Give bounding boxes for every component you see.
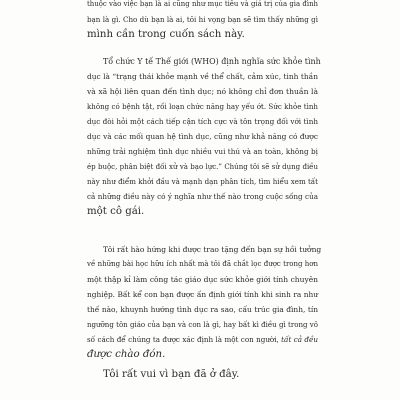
- text-line: một cô gái.: [87, 206, 145, 218]
- paragraph-continuation: [87, 0, 318, 42]
- text-line: mình cần trong cuốn sách này.: [87, 29, 245, 41]
- paragraph-who-definition: [87, 54, 321, 220]
- text-line: bạn là gì. Cho dù bạn là ai, tôi hi vọng bạn sẽ tìm thấy những gì: [87, 15, 318, 25]
- text-line: này như điểm khởi đầu và mạnh dạn phân tích, tìm hiểu xem tất: [87, 177, 318, 187]
- text-line: về những bài học hữu ích nhất mà tôi đã chắt lọc được trong hơn: [87, 260, 318, 269]
- text-line: những trải nghiệm tình dục nhiều vui thú và an toàn, không bị: [87, 147, 318, 157]
- text-line-with-emphasis: [87, 332, 318, 347]
- text-line: Tôi rất hào hứng khi được trao tặng đến bạn sự hồi tưởng: [103, 245, 322, 254]
- emphasis-text-line: được chào đón.: [87, 349, 166, 361]
- paragraph-author-experience: [87, 242, 322, 362]
- text-line: một thập kỉ làm công tác giáo dục sức khỏe giới tính chuyên: [87, 275, 318, 285]
- text-line: dục đòi hỏi một cách tiếp cận tích cực và tôn trọng đối với tình: [87, 117, 318, 127]
- paragraph-closing: [87, 367, 318, 382]
- text-line: ngưỡng tôn giáo của bạn và con là gì, hay bất kì điều gì trong vô: [87, 320, 318, 330]
- text-line: Tổ chức Y tế Thế giới (WHO) định nghĩa sức khỏe tình: [103, 57, 321, 66]
- text-line: thuộc vào việc bạn là ai cũng như mục tiêu và giá trị của gia đình: [87, 0, 318, 8]
- text-line: không có bệnh tật, rối loạn chức năng hay yếu ớt. Sức khỏe tình: [87, 102, 318, 112]
- text-line: ép buộc, phân biệt đối xử và bạo lực.” Chúng tôi sẽ sử dụng điều: [87, 162, 318, 172]
- text-line: Tôi rất vui vì bạn đã ở đây.: [103, 369, 240, 380]
- text-line: thế nào, khuynh hướng tình dục ra sao, cấu trúc gia đình, tín: [87, 305, 318, 315]
- text-line: cả những điều này có ý nghĩa như thế nào trong cuộc sống của: [87, 192, 318, 202]
- text-segment: số cách để chúng ta được xác định là một con người,: [87, 335, 279, 345]
- emphasis-text: tất cả đều: [278, 335, 318, 345]
- text-line: nghiệp. Bất kể con bạn được ấn định giới tính khi sinh ra như: [87, 290, 318, 300]
- text-line: và xã hội liên quan đến tình dục; nó không chỉ đơn thuần là: [87, 87, 318, 97]
- text-line: dục và các mối quan hệ tình dục, cũng như khả năng có được: [87, 132, 318, 142]
- text-line: dục là “trạng thái khỏe mạnh về thể chất, cảm xúc, tinh thần: [87, 72, 318, 82]
